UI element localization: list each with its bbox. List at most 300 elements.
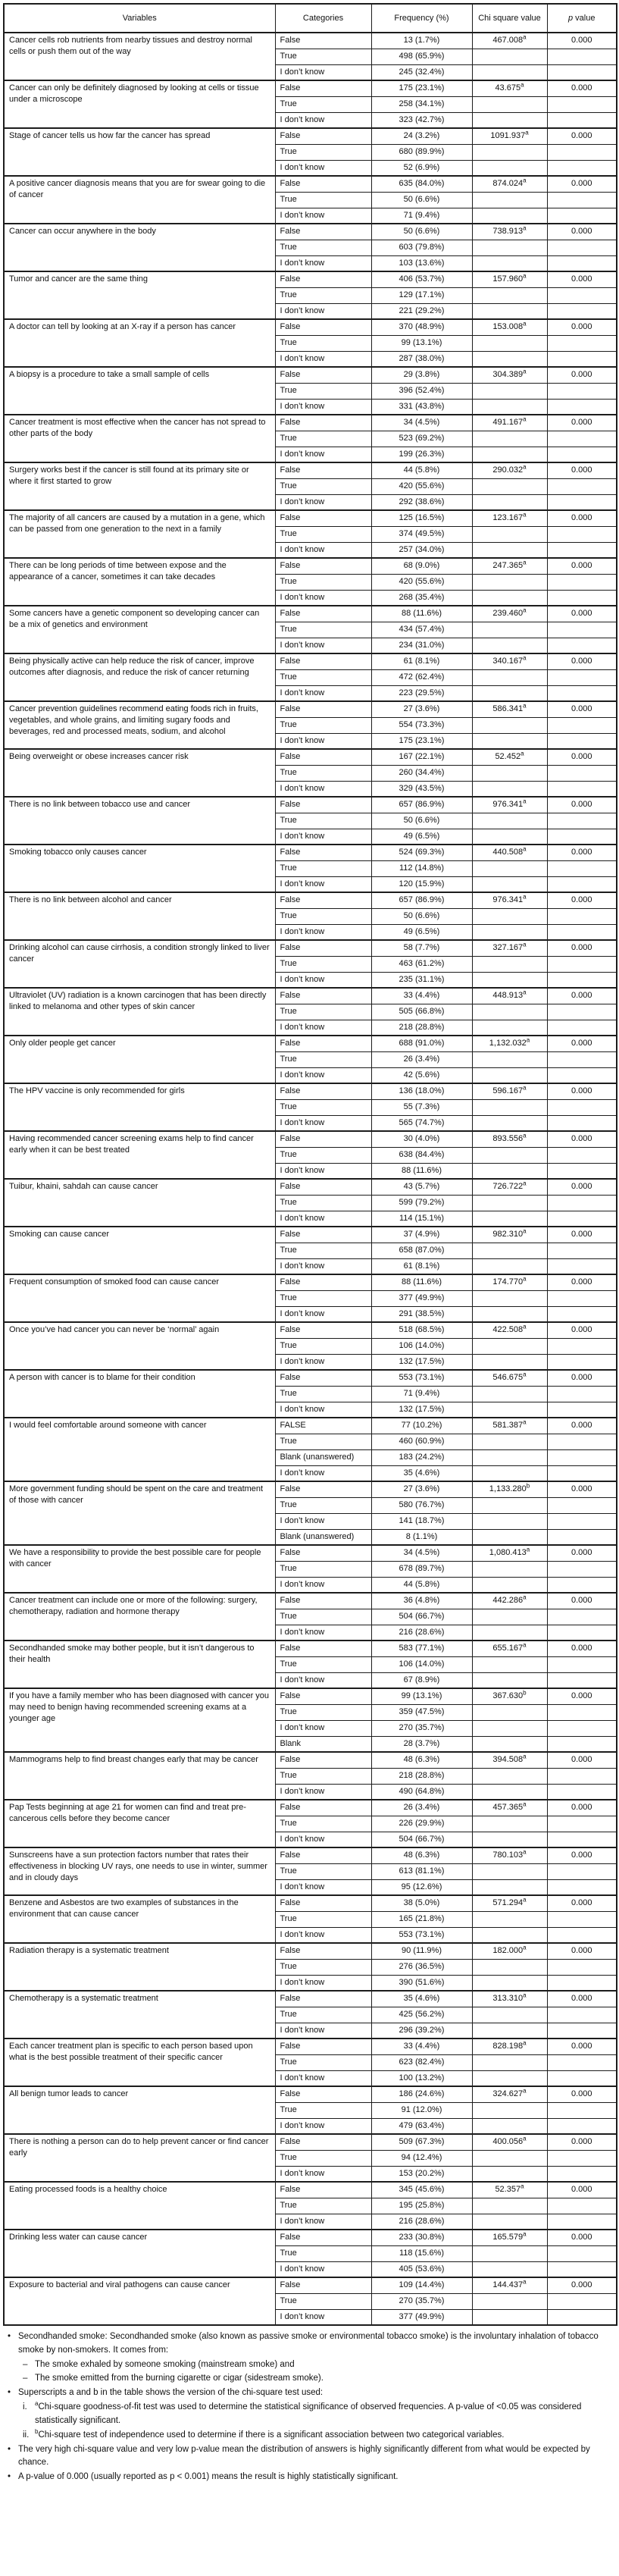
table-row bbox=[4, 558, 617, 574]
table-row bbox=[4, 1322, 617, 1338]
category-cell: True bbox=[275, 1768, 371, 1784]
chi-square-cell bbox=[472, 765, 547, 781]
chi-square-cell bbox=[472, 1863, 547, 1879]
chi-square-cell: 976.341$^a$ bbox=[472, 797, 547, 813]
category-cell: I don’t know bbox=[275, 447, 371, 462]
frequency-cell: 165 (21.8%) bbox=[371, 1911, 472, 1927]
category-cell: True bbox=[275, 2054, 371, 2070]
chi-square-cell: 1,080.413$^a$ bbox=[472, 1545, 547, 1561]
p-value-cell bbox=[547, 1577, 617, 1593]
p-value-cell: 0.000 bbox=[547, 510, 617, 526]
p-value-cell bbox=[547, 1306, 617, 1322]
category-cell: True bbox=[275, 335, 371, 351]
table-row bbox=[4, 1418, 617, 1434]
category-cell: True bbox=[275, 144, 371, 160]
footnote-subitem bbox=[18, 2372, 611, 2386]
chi-square-cell bbox=[472, 1306, 547, 1322]
category-cell: I don’t know bbox=[275, 1832, 371, 1847]
chi-square-cell bbox=[472, 160, 547, 176]
chi-square-cell bbox=[472, 1338, 547, 1354]
frequency-cell: 657 (86.9%) bbox=[371, 892, 472, 908]
variable-name: Once you’ve had cancer you can never be ‘normal’ again bbox=[4, 1322, 275, 1370]
p-value-cell bbox=[547, 1736, 617, 1752]
header-variables: Variables bbox=[4, 4, 275, 33]
p-value-cell: 0.000 bbox=[547, 988, 617, 1004]
category-cell: True bbox=[275, 192, 371, 208]
chi-square-cell bbox=[472, 1465, 547, 1481]
chi-square-cell bbox=[472, 1449, 547, 1465]
p-value-cell: 0.000 bbox=[547, 558, 617, 574]
frequency-cell: 420 (55.6%) bbox=[371, 478, 472, 494]
frequency-cell: 472 (62.4%) bbox=[371, 669, 472, 685]
p-value-cell: 0.000 bbox=[547, 1943, 617, 1959]
chi-square-cell bbox=[472, 144, 547, 160]
category-cell: True bbox=[275, 1147, 371, 1163]
chi-square-cell bbox=[472, 1115, 547, 1131]
chi-square-cell bbox=[472, 2023, 547, 2039]
table-row bbox=[4, 2230, 617, 2245]
p-value-cell bbox=[547, 972, 617, 988]
chi-square-cell bbox=[472, 908, 547, 924]
chi-square-cell: 467.008$^a$ bbox=[472, 33, 547, 49]
p-value-cell bbox=[547, 2007, 617, 2023]
frequency-cell: 112 (14.8%) bbox=[371, 860, 472, 876]
category-cell: False bbox=[275, 1752, 371, 1768]
chi-square-cell bbox=[472, 1529, 547, 1545]
category-cell: True bbox=[275, 717, 371, 733]
chi-square-cell: 182.000$^a$ bbox=[472, 1943, 547, 1959]
p-value-cell bbox=[547, 351, 617, 367]
p-value-cell: 0.000 bbox=[547, 2230, 617, 2245]
bullet-icon: • bbox=[8, 2388, 11, 2398]
frequency-cell: 30 (4.0%) bbox=[371, 1131, 472, 1147]
frequency-cell: 504 (66.7%) bbox=[371, 1609, 472, 1625]
frequency-cell: 24 (3.2%) bbox=[371, 128, 472, 144]
table-body bbox=[4, 33, 617, 2325]
category-cell: I don’t know bbox=[275, 255, 371, 271]
chi-square-cell: 982.310$^a$ bbox=[472, 1227, 547, 1243]
p-value-cell: 0.000 bbox=[547, 415, 617, 431]
frequency-cell: 223 (29.5%) bbox=[371, 685, 472, 701]
chi-square-cell bbox=[472, 1927, 547, 1943]
table-row bbox=[4, 2086, 617, 2102]
chi-square-cell bbox=[472, 717, 547, 733]
p-value-cell bbox=[547, 956, 617, 972]
chi-square-cell bbox=[472, 685, 547, 701]
category-cell: False bbox=[275, 1274, 371, 1290]
category-cell: False bbox=[275, 988, 371, 1004]
frequency-cell: 52 (6.9%) bbox=[371, 160, 472, 176]
footnote-subitem bbox=[18, 2429, 611, 2443]
chi-square-cell bbox=[472, 669, 547, 685]
category-cell: I don’t know bbox=[275, 1927, 371, 1943]
category-cell: I don’t know bbox=[275, 829, 371, 845]
chi-square-cell bbox=[472, 2118, 547, 2134]
frequency-cell: 221 (29.2%) bbox=[371, 303, 472, 319]
category-cell: I don’t know bbox=[275, 1465, 371, 1481]
frequency-cell: 329 (43.5%) bbox=[371, 781, 472, 797]
table-row bbox=[4, 1179, 617, 1195]
chi-square-cell: 340.167$^a$ bbox=[472, 653, 547, 669]
p-value-cell bbox=[547, 1211, 617, 1227]
category-cell: True bbox=[275, 908, 371, 924]
p-value-cell: 0.000 bbox=[547, 1322, 617, 1338]
table-row bbox=[4, 940, 617, 956]
frequency-cell: 678 (89.7%) bbox=[371, 1561, 472, 1577]
category-cell: True bbox=[275, 2150, 371, 2166]
frequency-cell: 234 (31.0%) bbox=[371, 638, 472, 653]
chi-square-cell bbox=[472, 1959, 547, 1975]
frequency-cell: 50 (6.6%) bbox=[371, 192, 472, 208]
category-cell: I don’t know bbox=[275, 2070, 371, 2086]
variable-name: Sunscreens have a sun protection factors number that rates their effectiveness in blocking UV rays, one needs to use in winter, summer and in cloudy days bbox=[4, 1847, 275, 1895]
frequency-cell: 553 (73.1%) bbox=[371, 1927, 472, 1943]
chi-square-cell bbox=[472, 590, 547, 606]
frequency-cell: 260 (34.4%) bbox=[371, 765, 472, 781]
p-value-cell bbox=[547, 1656, 617, 1672]
category-cell: I don’t know bbox=[275, 64, 371, 80]
chi-square-cell bbox=[472, 192, 547, 208]
frequency-cell: 34 (4.5%) bbox=[371, 1545, 472, 1561]
chi-square-cell bbox=[472, 1051, 547, 1067]
table-row bbox=[4, 2182, 617, 2198]
frequency-cell: 195 (25.8%) bbox=[371, 2198, 472, 2214]
footnote-subitem bbox=[18, 2401, 611, 2428]
table-row bbox=[4, 797, 617, 813]
p-value-cell: 0.000 bbox=[547, 2182, 617, 2198]
frequency-cell: 42 (5.6%) bbox=[371, 1067, 472, 1083]
p-value-cell bbox=[547, 1879, 617, 1895]
p-value-cell bbox=[547, 431, 617, 447]
variable-name: A biopsy is a procedure to take a small sample of cells bbox=[4, 367, 275, 415]
p-value-cell: 0.000 bbox=[547, 1131, 617, 1147]
frequency-cell: 523 (69.2%) bbox=[371, 431, 472, 447]
frequency-cell: 50 (6.6%) bbox=[371, 813, 472, 829]
category-cell: True bbox=[275, 2293, 371, 2309]
category-cell: True bbox=[275, 1338, 371, 1354]
p-value-cell bbox=[547, 765, 617, 781]
frequency-cell: 377 (49.9%) bbox=[371, 2309, 472, 2325]
chi-square-cell: 52.357$^a$ bbox=[472, 2182, 547, 2198]
category-cell: True bbox=[275, 956, 371, 972]
category-cell: Blank bbox=[275, 1736, 371, 1752]
frequency-cell: 599 (79.2%) bbox=[371, 1195, 472, 1211]
category-cell: False bbox=[275, 1036, 371, 1051]
footnote-item bbox=[5, 2471, 611, 2484]
frequency-cell: 463 (61.2%) bbox=[371, 956, 472, 972]
chi-square-cell bbox=[472, 1672, 547, 1688]
chi-square-cell bbox=[472, 1879, 547, 1895]
p-value-cell bbox=[547, 669, 617, 685]
variable-name: Secondhanded smoke may bother people, but it isn’t dangerous to their health bbox=[4, 1641, 275, 1688]
p-value-cell bbox=[547, 240, 617, 255]
table-row bbox=[4, 33, 617, 49]
chi-square-cell bbox=[472, 860, 547, 876]
p-value-cell bbox=[547, 924, 617, 940]
category-cell: I don’t know bbox=[275, 2261, 371, 2277]
category-cell: False bbox=[275, 271, 371, 287]
frequency-cell: 120 (15.9%) bbox=[371, 876, 472, 892]
category-cell: True bbox=[275, 2198, 371, 2214]
variable-name: Exposure to bacterial and viral pathogens can cause cancer bbox=[4, 2277, 275, 2325]
table-row bbox=[4, 653, 617, 669]
category-cell: False bbox=[275, 2182, 371, 2198]
frequency-cell: 359 (47.5%) bbox=[371, 1704, 472, 1720]
p-value-cell bbox=[547, 1911, 617, 1927]
variable-name: There is nothing a person can do to help prevent cancer or find cancer early bbox=[4, 2134, 275, 2182]
chi-square-cell: 144.437$^a$ bbox=[472, 2277, 547, 2293]
chi-square-cell bbox=[472, 1020, 547, 1036]
chi-square-cell bbox=[472, 335, 547, 351]
frequency-cell: 37 (4.9%) bbox=[371, 1227, 472, 1243]
category-cell: True bbox=[275, 1863, 371, 1879]
frequency-cell: 153 (20.2%) bbox=[371, 2166, 472, 2182]
p-value-cell bbox=[547, 1513, 617, 1529]
category-cell: True bbox=[275, 813, 371, 829]
p-value-cell bbox=[547, 2245, 617, 2261]
chi-square-cell bbox=[472, 1258, 547, 1274]
footnote-text: A p-value of 0.000 (usually reported as p < 0.001) means the result is highly statistically significant. bbox=[18, 2472, 399, 2482]
frequency-cell: 396 (52.4%) bbox=[371, 383, 472, 399]
p-value-cell bbox=[547, 383, 617, 399]
p-value-cell bbox=[547, 1672, 617, 1688]
chi-square-cell: 976.341$^a$ bbox=[472, 892, 547, 908]
frequency-cell: 258 (34.1%) bbox=[371, 96, 472, 112]
p-value-cell: 0.000 bbox=[547, 845, 617, 860]
frequency-cell: 331 (43.8%) bbox=[371, 399, 472, 415]
chi-square-cell bbox=[472, 1911, 547, 1927]
category-cell: I don’t know bbox=[275, 2214, 371, 2230]
frequency-cell: 106 (14.0%) bbox=[371, 1338, 472, 1354]
variable-name: Cancer can occur anywhere in the body bbox=[4, 224, 275, 271]
frequency-cell: 49 (6.5%) bbox=[371, 924, 472, 940]
p-value-cell bbox=[547, 2214, 617, 2230]
table-row bbox=[4, 1800, 617, 1816]
chi-square-cell: 153.008$^a$ bbox=[472, 319, 547, 335]
category-cell: I don’t know bbox=[275, 876, 371, 892]
frequency-cell: 245 (32.4%) bbox=[371, 64, 472, 80]
chi-square-cell: 738.913$^a$ bbox=[472, 224, 547, 240]
chi-square-cell: 586.341$^a$ bbox=[472, 701, 547, 717]
chi-square-cell bbox=[472, 478, 547, 494]
frequency-cell: 132 (17.5%) bbox=[371, 1354, 472, 1370]
table-row bbox=[4, 1545, 617, 1561]
table-row bbox=[4, 988, 617, 1004]
table-row bbox=[4, 892, 617, 908]
category-cell: False bbox=[275, 845, 371, 860]
frequency-cell: 270 (35.7%) bbox=[371, 2293, 472, 2309]
frequency-cell: 509 (67.3%) bbox=[371, 2134, 472, 2150]
chi-square-cell bbox=[472, 2150, 547, 2166]
frequency-cell: 26 (3.4%) bbox=[371, 1800, 472, 1816]
variable-name: Smoking tobacco only causes cancer bbox=[4, 845, 275, 892]
chi-square-cell bbox=[472, 431, 547, 447]
p-value-cell bbox=[547, 1020, 617, 1036]
category-cell: I don’t know bbox=[275, 112, 371, 128]
frequency-cell: 218 (28.8%) bbox=[371, 1020, 472, 1036]
table-row bbox=[4, 2134, 617, 2150]
p-value-cell bbox=[547, 574, 617, 590]
chi-square-cell bbox=[472, 383, 547, 399]
frequency-cell: 270 (35.7%) bbox=[371, 1720, 472, 1736]
variable-name: The HPV vaccine is only recommended for girls bbox=[4, 1083, 275, 1131]
category-cell: False bbox=[275, 2277, 371, 2293]
category-cell: False bbox=[275, 1179, 371, 1195]
frequency-cell: 29 (3.8%) bbox=[371, 367, 472, 383]
footnote-subitem bbox=[18, 2358, 611, 2372]
chi-square-cell bbox=[472, 1577, 547, 1593]
variable-name: More government funding should be spent on the care and treatment of those with cancer bbox=[4, 1481, 275, 1545]
footnote-sub-marker: – bbox=[23, 2359, 28, 2369]
category-cell: True bbox=[275, 1561, 371, 1577]
chi-square-cell bbox=[472, 1243, 547, 1258]
category-cell: False bbox=[275, 80, 371, 96]
frequency-cell: 55 (7.3%) bbox=[371, 1099, 472, 1115]
category-cell: False bbox=[275, 224, 371, 240]
variable-name: Each cancer treatment plan is specific to each person based upon what is the best possible treatment of their specific cancer bbox=[4, 2039, 275, 2086]
frequency-cell: 44 (5.8%) bbox=[371, 1577, 472, 1593]
frequency-cell: 323 (42.7%) bbox=[371, 112, 472, 128]
header-chi-square: Chi square value bbox=[472, 4, 547, 33]
frequency-cell: 136 (18.0%) bbox=[371, 1083, 472, 1099]
chi-square-cell: 448.913$^a$ bbox=[472, 988, 547, 1004]
frequency-cell: 638 (84.4%) bbox=[371, 1147, 472, 1163]
frequency-cell: 292 (38.6%) bbox=[371, 494, 472, 510]
category-cell: True bbox=[275, 1386, 371, 1402]
frequency-cell: 71 (9.4%) bbox=[371, 208, 472, 224]
category-cell: I don’t know bbox=[275, 2023, 371, 2039]
frequency-cell: 183 (24.2%) bbox=[371, 1449, 472, 1465]
chi-square-cell bbox=[472, 1832, 547, 1847]
category-cell: True bbox=[275, 1195, 371, 1211]
p-value-cell: 0.000 bbox=[547, 1847, 617, 1863]
category-cell: False bbox=[275, 2086, 371, 2102]
table-header-row bbox=[4, 4, 617, 33]
chi-square-cell: 828.198$^a$ bbox=[472, 2039, 547, 2054]
frequency-cell: 71 (9.4%) bbox=[371, 1386, 472, 1402]
category-cell: I don’t know bbox=[275, 494, 371, 510]
chi-square-cell bbox=[472, 2245, 547, 2261]
chi-square-cell bbox=[472, 2054, 547, 2070]
chi-square-cell: 123.167$^a$ bbox=[472, 510, 547, 526]
category-cell: False bbox=[275, 1131, 371, 1147]
chi-square-cell: 546.675$^a$ bbox=[472, 1370, 547, 1386]
category-cell: False bbox=[275, 558, 371, 574]
frequency-cell: 405 (53.6%) bbox=[371, 2261, 472, 2277]
frequency-cell: 460 (60.9%) bbox=[371, 1434, 472, 1449]
chi-square-cell: 1091.937$^a$ bbox=[472, 128, 547, 144]
frequency-cell: 199 (26.3%) bbox=[371, 447, 472, 462]
frequency-cell: 235 (31.1%) bbox=[371, 972, 472, 988]
variable-name: Cancer can only be definitely diagnosed by looking at cells or tissue under a microscope bbox=[4, 80, 275, 128]
category-cell: False bbox=[275, 319, 371, 335]
frequency-cell: 99 (13.1%) bbox=[371, 1688, 472, 1704]
category-cell: I don’t know bbox=[275, 2118, 371, 2134]
frequency-cell: 688 (91.0%) bbox=[371, 1036, 472, 1051]
category-cell: False bbox=[275, 510, 371, 526]
variable-name: Eating processed foods is a healthy choice bbox=[4, 2182, 275, 2230]
chi-square-cell: 874.024$^a$ bbox=[472, 176, 547, 192]
frequency-cell: 257 (34.0%) bbox=[371, 542, 472, 558]
category-cell: True bbox=[275, 2102, 371, 2118]
chi-square-cell bbox=[472, 64, 547, 80]
chi-square-cell: 440.508$^a$ bbox=[472, 845, 547, 860]
frequency-cell: 91 (12.0%) bbox=[371, 2102, 472, 2118]
frequency-cell: 186 (24.6%) bbox=[371, 2086, 472, 2102]
category-cell: True bbox=[275, 240, 371, 255]
chi-square-cell bbox=[472, 1704, 547, 1720]
p-value-cell bbox=[547, 1354, 617, 1370]
chi-square-cell bbox=[472, 287, 547, 303]
table-row bbox=[4, 224, 617, 240]
p-value-cell: 0.000 bbox=[547, 1895, 617, 1911]
frequency-cell: 88 (11.6%) bbox=[371, 606, 472, 622]
frequency-cell: 125 (16.5%) bbox=[371, 510, 472, 526]
p-value-cell bbox=[547, 860, 617, 876]
p-value-cell bbox=[547, 2261, 617, 2277]
table-row bbox=[4, 1991, 617, 2007]
variable-name: Being physically active can help reduce the risk of cancer, improve outcomes after diagnosis, and reduce the risk of cancer returning bbox=[4, 653, 275, 701]
chi-square-cell bbox=[472, 542, 547, 558]
frequency-cell: 218 (28.8%) bbox=[371, 1768, 472, 1784]
chi-square-cell: 596.167$^a$ bbox=[472, 1083, 547, 1099]
category-cell: False bbox=[275, 1991, 371, 2007]
p-value-cell bbox=[547, 1258, 617, 1274]
variable-name: Stage of cancer tells us how far the cancer has spread bbox=[4, 128, 275, 176]
chi-square-cell bbox=[472, 112, 547, 128]
chi-square-cell bbox=[472, 1099, 547, 1115]
variable-name: A doctor can tell by looking at an X-ray if a person has cancer bbox=[4, 319, 275, 367]
category-cell: True bbox=[275, 765, 371, 781]
chi-square-cell bbox=[472, 1609, 547, 1625]
footnote-sub-marker: i. bbox=[23, 2402, 27, 2412]
category-cell: I don’t know bbox=[275, 1879, 371, 1895]
chi-square-cell bbox=[472, 1975, 547, 1991]
table-row bbox=[4, 176, 617, 192]
category-cell: True bbox=[275, 1434, 371, 1449]
category-cell: I don’t know bbox=[275, 2166, 371, 2182]
table-row bbox=[4, 415, 617, 431]
frequency-cell: 434 (57.4%) bbox=[371, 622, 472, 638]
p-value-cell bbox=[547, 1832, 617, 1847]
chi-square-cell bbox=[472, 2198, 547, 2214]
frequency-cell: 33 (4.4%) bbox=[371, 988, 472, 1004]
frequency-cell: 216 (28.6%) bbox=[371, 1625, 472, 1641]
category-cell: True bbox=[275, 431, 371, 447]
category-cell: I don’t know bbox=[275, 1067, 371, 1083]
chi-square-cell: 324.627$^a$ bbox=[472, 2086, 547, 2102]
frequency-cell: 390 (51.6%) bbox=[371, 1975, 472, 1991]
chi-square-cell: 581.387$^a$ bbox=[472, 1418, 547, 1434]
category-cell: I don’t know bbox=[275, 972, 371, 988]
p-value-cell bbox=[547, 813, 617, 829]
chi-square-cell: 780.103$^a$ bbox=[472, 1847, 547, 1863]
frequency-cell: 680 (89.9%) bbox=[371, 144, 472, 160]
frequency-cell: 479 (63.4%) bbox=[371, 2118, 472, 2134]
chi-square-cell bbox=[472, 574, 547, 590]
table-row bbox=[4, 701, 617, 717]
chi-square-cell bbox=[472, 49, 547, 64]
chi-square-cell bbox=[472, 1625, 547, 1641]
table-row bbox=[4, 1274, 617, 1290]
variable-name: There is no link between alcohol and cancer bbox=[4, 892, 275, 940]
frequency-cell: 103 (13.6%) bbox=[371, 255, 472, 271]
p-value-cell bbox=[547, 144, 617, 160]
category-cell: I don’t know bbox=[275, 1163, 371, 1179]
p-value-cell bbox=[547, 1927, 617, 1943]
p-value-cell bbox=[547, 1625, 617, 1641]
category-cell: False bbox=[275, 33, 371, 49]
